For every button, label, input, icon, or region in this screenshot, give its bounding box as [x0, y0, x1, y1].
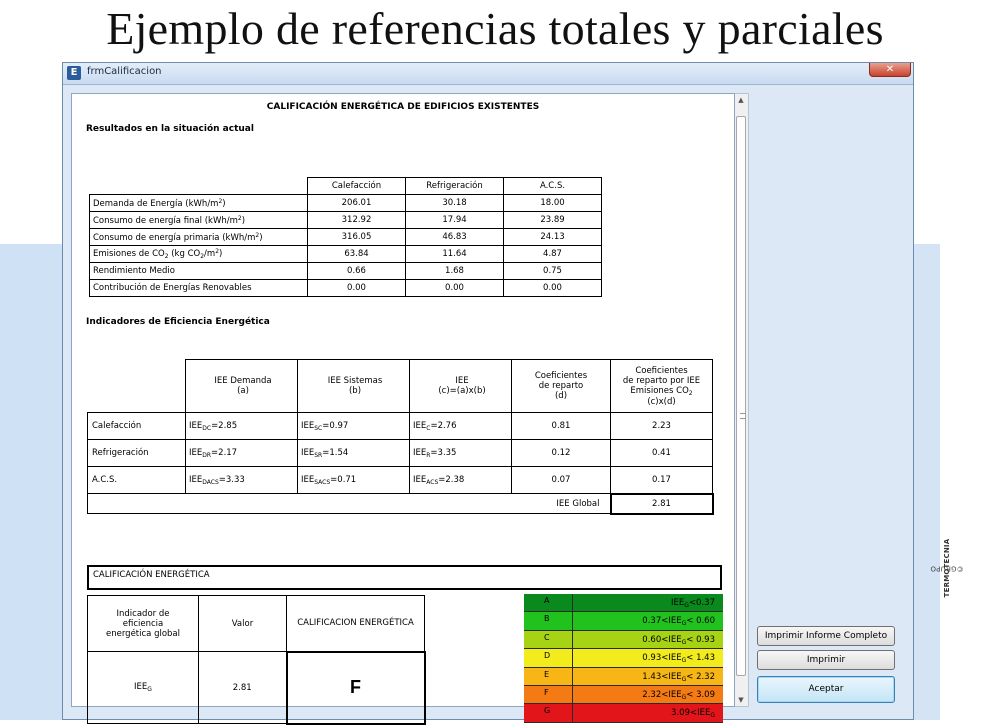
print-button[interactable]: Imprimir — [757, 650, 895, 670]
accept-button[interactable]: Aceptar — [757, 676, 895, 703]
table-cell: 23.89 — [504, 212, 602, 229]
energy-grade: F — [287, 652, 425, 724]
table-cell: $IEE_{SC}=0.97$ — [298, 413, 410, 440]
report-viewer — [71, 93, 735, 720]
table-cell: 46.83 — [406, 229, 504, 246]
row-label: Consumo de energía primaria $(kWh/m^2)$ — [90, 229, 308, 246]
desktop-background-left — [0, 244, 62, 720]
rating-letter: F — [544, 687, 549, 697]
column-header: Indicador de eficiencia energética global — [88, 596, 199, 652]
row-label: Calefacción — [88, 413, 186, 440]
rating-scale-row — [524, 668, 723, 686]
value-cell: 2.81 — [199, 652, 287, 724]
table-cell: 312.92 — [308, 212, 406, 229]
app-icon: E — [67, 66, 81, 80]
table-cell: 0.17 — [611, 467, 713, 494]
table-row — [90, 280, 602, 297]
row-label: Consumo de energía final $(kWh/m^2)$ — [90, 212, 308, 229]
print-full-report-button[interactable]: Imprimir Informe Completo — [757, 626, 895, 646]
row-label: Emisiones de $CO_2$ (kg $CO_2/m^2$) — [90, 246, 308, 263]
column-header: Calefacción — [308, 178, 406, 195]
slide-title: Ejemplo de referencias totales y parciales — [106, 3, 884, 54]
table-cell: 0.07 — [512, 467, 611, 494]
table-row — [90, 246, 602, 263]
rating-range: $0.60<IEE_G< 0.93$ — [572, 631, 721, 648]
rating-table — [87, 595, 426, 725]
window-titlebar[interactable] — [63, 63, 913, 85]
rating-scale-row — [524, 704, 723, 722]
column-header: Refrigeración — [406, 178, 504, 195]
table-cell: $IEE_R=3.35$ — [410, 440, 512, 467]
desktop-background-right — [914, 244, 940, 720]
rating-letter: C — [544, 632, 550, 642]
column-header: IEE (c)=(a)x(b) — [410, 360, 512, 413]
form-window — [62, 62, 914, 720]
table-cell: 0.00 — [504, 280, 602, 297]
table-cell: $IEE_{DC}=2.85$ — [186, 413, 298, 440]
vertical-scrollbar[interactable] — [735, 93, 749, 707]
table-cell: 0.00 — [406, 280, 504, 297]
table-cell: $IEE_{DR}=2.17$ — [186, 440, 298, 467]
iee-global-value: 2.81 — [611, 494, 713, 514]
copyright-credit: ©GRUPO TERMOTECNIA — [930, 538, 964, 598]
table-cell: 18.00 — [504, 195, 602, 212]
section-current-results-title: Resultados en la situación actual — [86, 124, 254, 134]
table-cell: 0.41 — [611, 440, 713, 467]
rating-letter: G — [544, 706, 551, 716]
table-cell: 0.66 — [308, 263, 406, 280]
rating-scale — [524, 594, 723, 723]
rating-letter: E — [544, 669, 550, 679]
table-cell: $IEE_{SACS}=0.71$ — [298, 467, 410, 494]
table-cell: 0.81 — [512, 413, 611, 440]
column-header: Coeficientes de reparto (d) — [512, 360, 611, 413]
window-title: frmCalificacion — [87, 66, 162, 77]
scroll-up-icon[interactable]: ▲ — [738, 96, 744, 104]
row-label: Demanda de Energía $(kWh/m^2)$ — [90, 195, 308, 212]
rating-range: $2.32<IEE_G< 3.09$ — [572, 686, 721, 703]
table-cell: 17.94 — [406, 212, 504, 229]
rating-range: $0.37<IEE_G< 0.60$ — [572, 612, 721, 629]
column-header: Coeficientes de reparto por IEE Emisiones $CO_2$ (c)x(d) — [611, 360, 713, 413]
grip-icon — [740, 413, 746, 419]
table-row — [88, 413, 713, 440]
table-cell: 63.84 — [308, 246, 406, 263]
table-cell: 0.12 — [512, 440, 611, 467]
scrollbar-thumb[interactable] — [736, 116, 746, 676]
table-cell: 0.75 — [504, 263, 602, 280]
report-title: CALIFICACIÓN ENERGÉTICA DE EDIFICIOS EXISTENTES — [266, 102, 540, 112]
table-cell: 316.05 — [308, 229, 406, 246]
column-header: IEE Demanda (a) — [186, 360, 298, 413]
iee-global-label: IEE Global — [88, 494, 611, 514]
indicators-table — [87, 359, 714, 515]
table-row — [90, 212, 602, 229]
table-cell: 4.87 — [504, 246, 602, 263]
table-row — [88, 467, 713, 494]
rating-letter: B — [544, 614, 550, 624]
table-cell: 0.00 — [308, 280, 406, 297]
row-label: Rendimiento Medio — [90, 263, 308, 280]
scroll-down-icon[interactable]: ▼ — [738, 696, 744, 704]
table-cell: 2.23 — [611, 413, 713, 440]
table-cell: $IEE_{SR}=1.54$ — [298, 440, 410, 467]
table-row — [90, 263, 602, 280]
table-cell: 11.64 — [406, 246, 504, 263]
rating-range: $0.93<IEE_G< 1.43$ — [572, 649, 721, 666]
table-cell: 1.68 — [406, 263, 504, 280]
table-cell: $IEE_{DACS}=3.33$ — [186, 467, 298, 494]
rating-scale-row — [524, 631, 723, 649]
rating-scale-row — [524, 612, 723, 630]
rating-letter: D — [544, 651, 551, 661]
rating-letter: A — [544, 596, 550, 605]
rating-scale-row — [524, 686, 723, 704]
section-indicators-title: Indicadores de Eficiencia Energética — [86, 317, 270, 327]
column-header: A.C.S. — [504, 178, 602, 195]
table-cell: 24.13 — [504, 229, 602, 246]
table-cell: 206.01 — [308, 195, 406, 212]
rating-range: $IEE_G<0.37$ — [572, 594, 721, 611]
results-table — [89, 177, 602, 297]
rating-scale-row — [524, 594, 723, 612]
column-header: CALIFICACION ENERGÉTICA — [287, 596, 425, 652]
column-header: Valor — [199, 596, 287, 652]
table-cell: $IEE_{ACS}=2.38$ — [410, 467, 512, 494]
column-header: IEE Sistemas (b) — [298, 360, 410, 413]
row-label: Refrigeración — [88, 440, 186, 467]
indicator-cell: $IEE_G$ — [88, 652, 199, 724]
rating-section-header: CALIFICACIÓN ENERGÉTICA — [87, 565, 722, 590]
table-row — [88, 440, 713, 467]
rating-range: $1.43<IEE_G< 2.32$ — [572, 668, 721, 685]
row-label: A.C.S. — [88, 467, 186, 494]
table-row — [90, 229, 602, 246]
rating-scale-row — [524, 649, 723, 667]
rating-range: $3.09<IEE_G$ — [572, 704, 721, 721]
table-cell: 30.18 — [406, 195, 504, 212]
table-row — [90, 195, 602, 212]
table-cell: $IEE_C=2.76$ — [410, 413, 512, 440]
close-button[interactable]: ✕ — [869, 63, 911, 77]
row-label: Contribución de Energías Renovables — [90, 280, 308, 297]
